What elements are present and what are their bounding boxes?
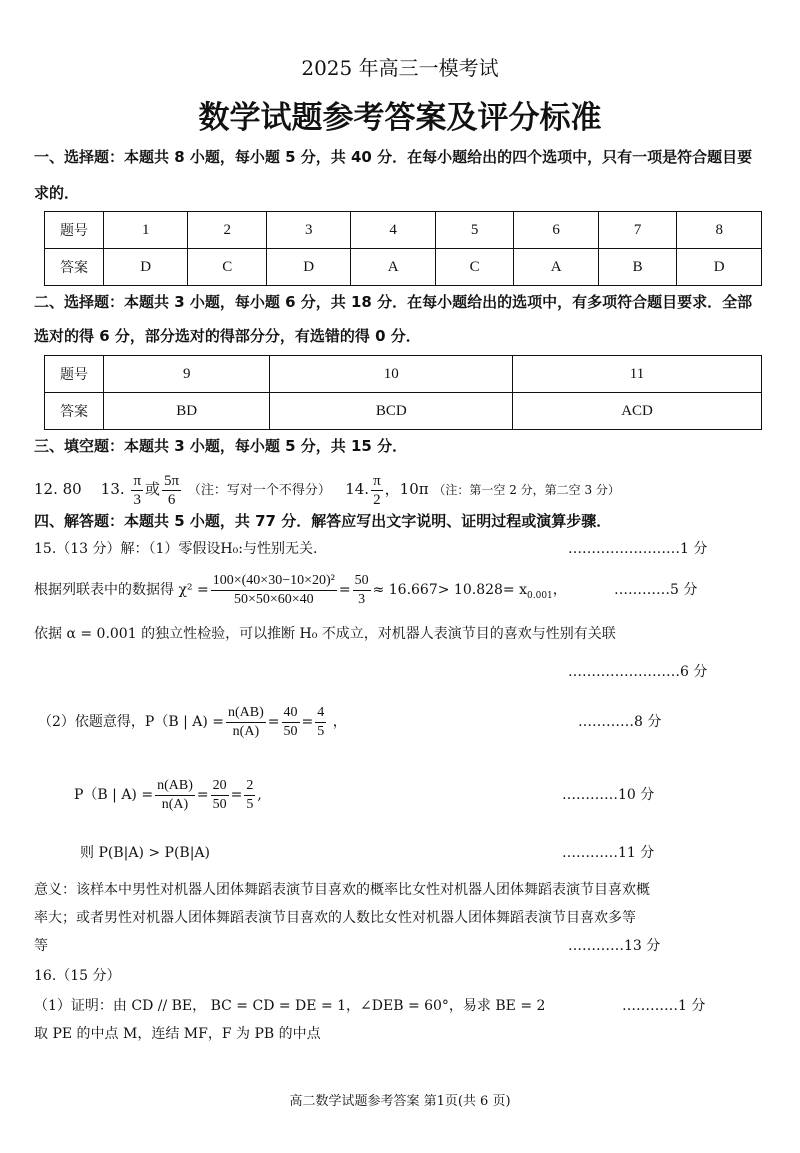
section4-heading: 四、解答题：本题共 5 小题，共 77 分．解答应写出文字说明、证明过程或演算步骤． — [34, 512, 612, 530]
cell: 4 — [351, 212, 435, 249]
fill-in-answers: 12. 80 13. $\frac{\pi}{3}$ 或 $\frac{5\pi}{6}$ （注：写对一个不得分） 14. $\frac{\pi}{2}$ ，10π （注：第一空 2 分，第二空 3 分） — [34, 472, 620, 508]
note: （注：写对一个不得分） — [187, 483, 331, 498]
cell: ACD — [513, 393, 762, 430]
score-mark: …………13 分 — [568, 938, 661, 954]
table-row — [45, 212, 762, 249]
q15-meaning-end: 等 — [34, 938, 48, 954]
fraction: $\frac{\pi}{3}$ — [133, 472, 142, 508]
fraction: $\frac{n(AB)}{n(A)}$ — [157, 777, 193, 812]
fraction: $\frac{2}{5}$ — [246, 777, 254, 812]
score-mark: ……………………6 分 — [568, 664, 708, 680]
page-footer: 高二数学试题参考答案 第1页(共 6 页) — [289, 1094, 511, 1109]
cell: D — [104, 249, 188, 286]
section3-heading: 三、填空题：本题共 3 小题，每小题 5 分，共 15 分． — [34, 437, 408, 455]
score-mark: …………8 分 — [578, 714, 662, 730]
cell: 1 — [104, 212, 188, 249]
fraction: $\frac{n(AB)}{n(A)}$ — [228, 704, 264, 739]
fraction: $\frac{4}{5}$ — [317, 704, 325, 739]
cell: 7 — [598, 212, 677, 249]
cell: A — [514, 249, 598, 286]
score-mark: …………1 分 — [622, 998, 706, 1014]
cell: B — [598, 249, 677, 286]
score-mark: …………5 分 — [614, 582, 698, 598]
cell: 10 — [270, 356, 513, 393]
q15-cond-prob-1: （2）依题意得，P（B | A) = $\frac{n(AB)}{n(A)}$ = $\frac{40}{50}$ = $\frac{4}{5}$ ， — [38, 704, 347, 739]
answer-table-2 — [44, 355, 762, 430]
row-label: 答案 — [45, 249, 104, 286]
page-title: 数学试题参考答案及评分标准 — [198, 100, 602, 136]
fraction: $\frac{20}{50}$ — [212, 777, 227, 812]
score-mark: ……………………1 分 — [568, 541, 708, 557]
cell: 11 — [513, 356, 762, 393]
note: （注：第一空 2 分，第二空 3 分） — [433, 483, 620, 497]
row-label: 答案 — [45, 393, 104, 430]
section1-heading: 一、选择题：本题共 8 小题，每小题 5 分，共 40 分．在每小题给出的四个选项中，只有一项是符合题目要 — [34, 148, 753, 166]
cell: 5 — [435, 212, 514, 249]
section1-heading-cont: 求的． — [34, 184, 80, 202]
q15-line: 15.（13 分）解：（1）零假设H₀:与性别无关. — [34, 541, 318, 557]
fraction: $\frac{40}{50}$ — [283, 704, 298, 739]
table-row — [45, 356, 762, 393]
cell: 8 — [677, 212, 762, 249]
q15-meaning-cont: 率大；或者男性对机器人团体舞蹈表演节目喜欢的人数比女性对机器人团体舞蹈表演节目喜欢多等 — [34, 910, 636, 926]
q15-meaning: 意义：该样本中男性对机器人团体舞蹈表演节目喜欢的概率比女性对机器人团体舞蹈表演节目喜欢概 — [34, 882, 650, 898]
q16-heading: 16.（15 分） — [34, 968, 121, 984]
cell: BCD — [270, 393, 513, 430]
fraction: $\frac{5\pi}{6}$ — [164, 472, 180, 508]
q15-comparison: 则 P(B|A) > P(B|A) — [80, 845, 210, 861]
q15-line: 依据 α = 0.001 的独立性检验，可以推断 H₀ 不成立，对机器人表演节目的喜欢与性别有关联 — [34, 626, 616, 642]
row-label: 题号 — [45, 356, 104, 393]
score-mark: …………11 分 — [562, 845, 655, 861]
exam-subtitle: 2025 年高三一模考试 — [301, 56, 499, 80]
cell: D — [677, 249, 762, 286]
q12-answer: 12. 80 — [34, 480, 82, 498]
section2-heading: 二、选择题：本题共 3 小题，每小题 6 分，共 18 分．在每小题给出的选项中，有多项符合题目要求．全部 — [34, 293, 753, 311]
fraction: $\frac{\pi}{2}$ — [373, 472, 381, 508]
fraction: $\frac{\text{100×(40×30−10×20)²}}{50\times 50\times 60\times 40}$ — [212, 572, 335, 607]
cell: 6 — [514, 212, 598, 249]
cell: 3 — [267, 212, 351, 249]
score-mark: …………10 分 — [562, 787, 655, 803]
q15-chi-square: 根据列联表中的数据得 χ² = $\frac{\text{100×(40×30−10×20)²}}{50\times 50\times 60\times 40}$ = $\frac{50}{3}$ ≈ $16.667> 10.828= x_{0.001}$， — [34, 572, 567, 607]
q13-label: 13. — [100, 480, 125, 498]
section2-heading-cont: 选对的得 6 分，部分选对的得部分分，有选错的得 0 分． — [34, 327, 421, 345]
cell: 2 — [188, 212, 267, 249]
q16-line: （1）证明：由 CD // BE， BC = CD = DE = 1，∠DEB = 60°，易求 BE = 2 — [34, 998, 546, 1014]
answer-table-1 — [44, 211, 762, 286]
table-row — [45, 393, 762, 430]
cell: C — [435, 249, 514, 286]
cell: 9 — [104, 356, 270, 393]
cell: C — [188, 249, 267, 286]
fraction: $\frac{50}{3}$ — [354, 572, 369, 607]
q16-line: 取 PE 的中点 M，连结 MF，F 为 PB 的中点 — [34, 1026, 321, 1042]
q14-label: 14. — [345, 480, 370, 498]
table-row — [45, 249, 762, 286]
cell: A — [351, 249, 435, 286]
row-label: 题号 — [45, 212, 104, 249]
cell: D — [267, 249, 351, 286]
cell: BD — [104, 393, 270, 430]
q15-cond-prob-2: P（B | A) = $\frac{n(AB)}{n(A)}$ = $\frac{20}{50}$ = $\frac{2}{5}$ , — [74, 777, 262, 812]
